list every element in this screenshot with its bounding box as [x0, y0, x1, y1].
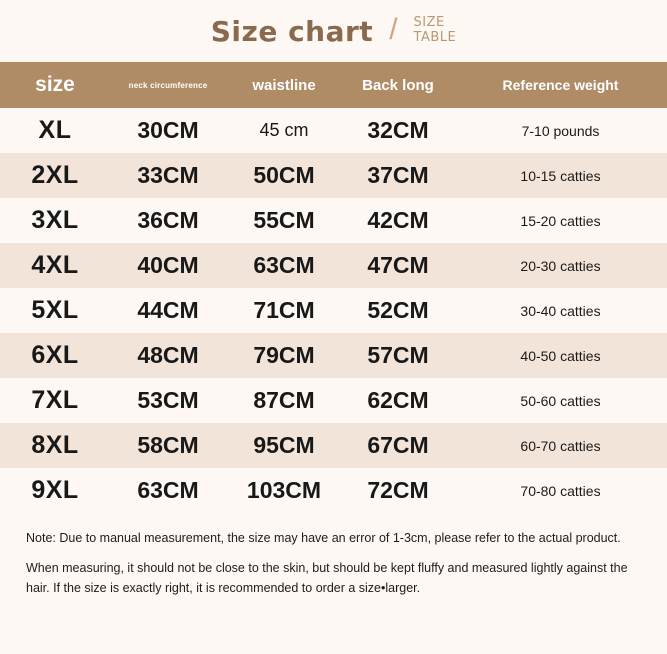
column-header-neck-circumference: neck circumference [110, 62, 226, 108]
column-header-back-long: Back long [342, 62, 454, 108]
cell-reference-weight: 60-70 catties [520, 437, 601, 454]
size-table-head [0, 62, 667, 108]
cell-waistline: 103CM [246, 477, 322, 503]
cell-back-long: 52CM [367, 297, 429, 323]
table-row [0, 198, 667, 243]
page-subtitle-line1: SIZE [413, 15, 445, 31]
cell-size: 9XL [31, 476, 79, 504]
table-row [0, 378, 667, 423]
cell-back-long: 37CM [367, 162, 429, 188]
table-row [0, 468, 667, 513]
table-row [0, 108, 667, 153]
cell-back-long: 67CM [367, 432, 429, 458]
cell-size: 5XL [31, 296, 79, 324]
cell-reference-weight: 15-20 catties [520, 212, 601, 229]
cell-neck-circumference: 58CM [137, 432, 199, 458]
cell-back-long: 62CM [367, 387, 429, 413]
column-header-size: size [0, 62, 110, 108]
cell-waistline: 95CM [253, 432, 315, 458]
cell-neck-circumference: 40CM [137, 252, 199, 278]
size-table-body [0, 108, 667, 513]
cell-size: 4XL [31, 251, 79, 279]
cell-waistline: 50CM [253, 162, 315, 188]
cell-size: 3XL [31, 206, 79, 234]
cell-waistline: 55CM [253, 207, 315, 233]
page-subtitle [414, 16, 457, 46]
cell-size: 6XL [31, 341, 79, 369]
cell-neck-circumference: 36CM [137, 207, 199, 233]
cell-size: 7XL [31, 386, 79, 414]
cell-reference-weight: 40-50 catties [520, 347, 601, 364]
cell-back-long: 32CM [367, 117, 429, 143]
cell-reference-weight: 70-80 catties [520, 482, 601, 499]
note-measuring-tips: When measuring, it should not be close to the skin, but should be kept fluffy and measured lightly against the hair. If the size is exactly right, it is recommended to order a size•larger. [26, 561, 628, 595]
cell-back-long: 47CM [367, 252, 429, 278]
cell-neck-circumference: 30CM [137, 117, 199, 143]
cell-neck-circumference: 63CM [137, 477, 199, 503]
cell-reference-weight: 50-60 catties [520, 392, 601, 409]
cell-waistline: 71CM [253, 297, 315, 323]
page-subtitle-line2: TABLE [413, 30, 457, 45]
title-separator: / [389, 13, 398, 46]
table-row [0, 423, 667, 468]
cell-size: XL [38, 116, 72, 144]
table-row [0, 333, 667, 378]
table-header-row [0, 62, 667, 108]
cell-reference-weight: 30-40 catties [520, 302, 601, 319]
table-row [0, 288, 667, 333]
note-measurement-error: Note: Due to manual measurement, the size may have an error of 1-3cm, please refer to the actual product. [26, 531, 621, 545]
table-row [0, 243, 667, 288]
cell-size: 8XL [31, 431, 79, 459]
cell-neck-circumference: 44CM [137, 297, 199, 323]
cell-waistline: 87CM [253, 387, 315, 413]
cell-reference-weight: 10-15 catties [520, 167, 601, 184]
column-header-waistline: waistline [226, 62, 342, 108]
cell-waistline: 45 cm [259, 120, 309, 140]
column-header-reference-weight: Reference weight [454, 62, 667, 108]
notes-section [0, 513, 667, 608]
cell-reference-weight: 7-10 pounds [521, 122, 600, 139]
header-title-group [211, 14, 456, 48]
cell-neck-circumference: 48CM [137, 342, 199, 368]
table-row [0, 153, 667, 198]
cell-reference-weight: 20-30 catties [520, 257, 601, 274]
cell-waistline: 79CM [253, 342, 315, 368]
page-title: Size chart [210, 14, 374, 48]
size-table [0, 62, 667, 513]
cell-size: 2XL [31, 161, 79, 189]
cell-neck-circumference: 53CM [137, 387, 199, 413]
cell-back-long: 72CM [367, 477, 429, 503]
cell-back-long: 57CM [367, 342, 429, 368]
cell-waistline: 63CM [253, 252, 315, 278]
page-header [0, 0, 667, 62]
cell-neck-circumference: 33CM [137, 162, 199, 188]
cell-back-long: 42CM [367, 207, 429, 233]
